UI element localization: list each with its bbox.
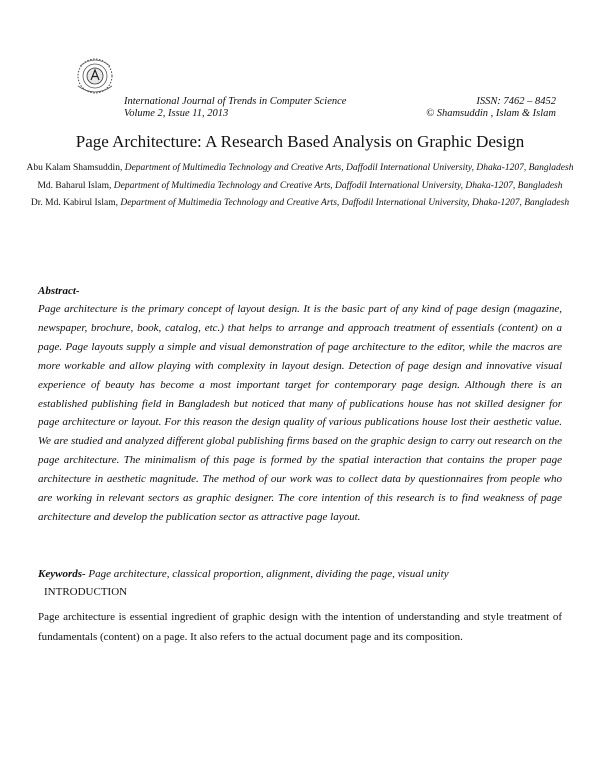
volume-issue: Volume 2, Issue 11, 2013 bbox=[124, 108, 229, 119]
author-affiliation: Department of Multimedia Technology and Creative Arts, Daffodil International University, Dhaka-1207, Bangladesh bbox=[124, 163, 574, 173]
author-name: Abu Kalam Shamsuddin, bbox=[26, 163, 123, 173]
author-entry bbox=[22, 178, 578, 196]
introduction-text: Page architecture is essential ingredient of graphic design with the intention of understanding and style treatment of fundamentals (content) on a page. It also refers to the actual document page and its composition. bbox=[38, 611, 562, 643]
journal-seal-icon bbox=[70, 56, 120, 96]
abstract-text: Page architecture is the primary concept of layout design. It is the basic part of any kind of page design (magazine, newspaper, brochure, book, catalog, etc.) that helps to arrange and approach treatment of essentials (content) on a page. Page layouts supply a simple and visual demonstration of page architecture to the editor, while the macros are more workable and allow playing with complexity in layout design. Detection of page design and innovative visual experience of beauty has become a most important target for contemporary page design. Although there is an established publishing field in Bangladesh but noticed that many of publications house has not skilled designer for page architecture or layout. For this reason the design quality of various publications house lost their aesthetic value. We are studied and analyzed different global publishing firms based on the graphic design to carry out research on the page architecture. The minimalism of this page is formed by the spatial interaction that contains the proper page architecture in aesthetic magnitude. The method of our work was to collect data by questionnaires from people who are working in relevant sectors as graphic designer. The core intention of this research is to find weakness of page architecture and develop the publication sector as attractive page layout. bbox=[38, 303, 562, 523]
keywords-text: Page architecture, classical proportion, alignment, dividing the page, visual unity bbox=[85, 568, 449, 580]
author-name: Md. Baharul Islam, bbox=[37, 180, 112, 191]
author-affiliation: Department of Multimedia Technology and Creative Arts, Daffodil International University, Dhaka-1207, Bangladesh bbox=[120, 198, 570, 208]
author-entry bbox=[22, 195, 578, 213]
abstract-heading: Abstract- bbox=[38, 285, 80, 297]
copyright-notice: © Shamsuddin , Islam & Islam bbox=[426, 108, 556, 119]
author-affiliation: Department of Multimedia Technology and Creative Arts, Daffodil International University, Dhaka-1207, Bangladesh bbox=[113, 180, 563, 191]
keywords-line bbox=[38, 568, 449, 580]
author-list bbox=[22, 160, 578, 213]
keywords-label: Keywords- bbox=[38, 568, 86, 580]
paper-title: Page Architecture: A Research Based Analysis on Graphic Design bbox=[75, 132, 525, 151]
issn-number: ISSN: 7462 – 8452 bbox=[476, 96, 556, 107]
author-name: Dr. Md. Kabirul Islam, bbox=[30, 198, 118, 208]
journal-name: International Journal of Trends in Computer Science bbox=[124, 96, 347, 107]
author-entry bbox=[22, 160, 578, 178]
introduction-heading: INTRODUCTION bbox=[44, 586, 128, 598]
